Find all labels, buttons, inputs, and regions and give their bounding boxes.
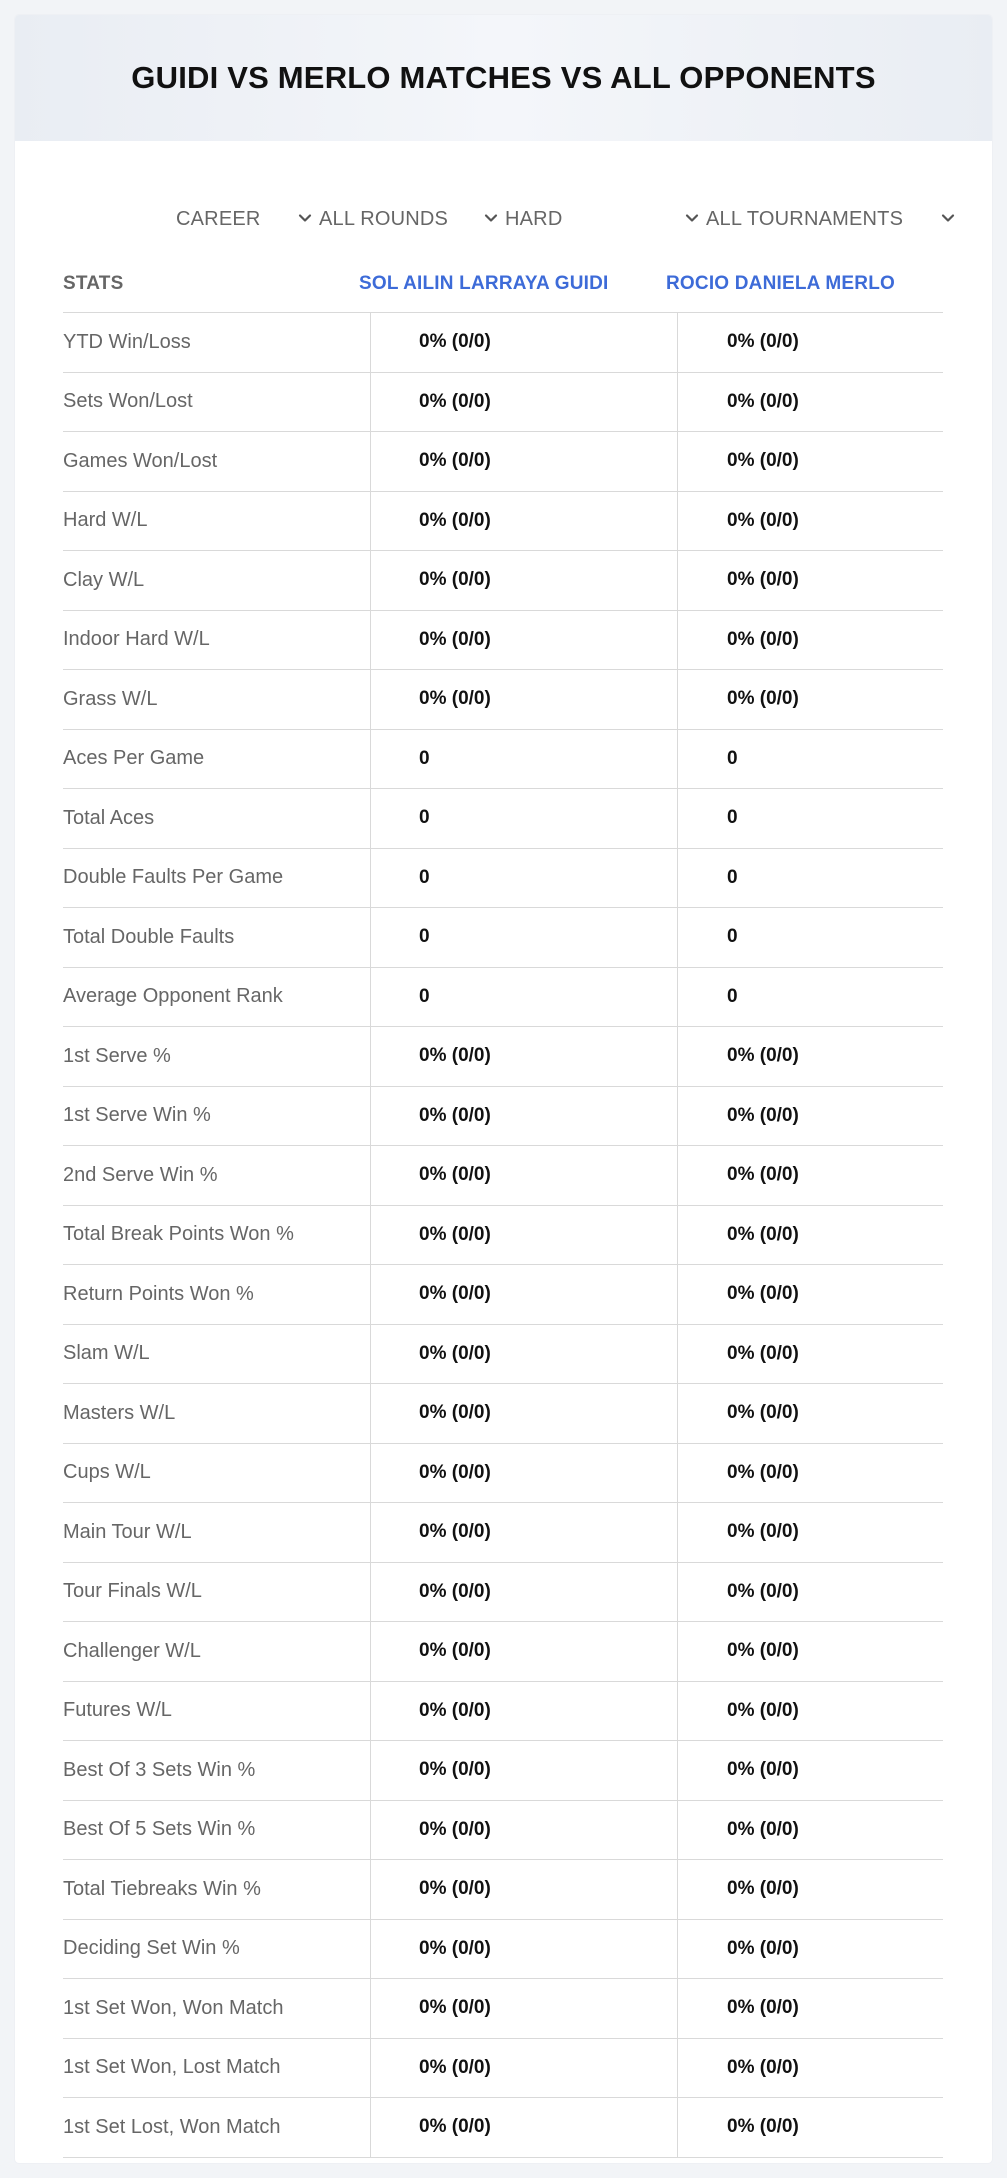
player1-value: 0% (0/0)	[419, 1818, 491, 1840]
table-row	[63, 1027, 943, 1087]
player1-value: 0% (0/0)	[419, 1997, 491, 2019]
player1-value: 0% (0/0)	[419, 688, 491, 710]
period-select[interactable]	[176, 189, 313, 249]
rounds-select-value: ALL ROUNDS	[319, 207, 449, 230]
player1-value: 0% (0/0)	[419, 1640, 491, 1662]
stat-label: 1st Serve Win %	[63, 1104, 211, 1127]
player1-value: 0% (0/0)	[419, 1759, 491, 1781]
stat-label: Indoor Hard W/L	[63, 628, 210, 651]
player2-value: 0% (0/0)	[727, 450, 799, 472]
table-row	[63, 1444, 943, 1504]
player2-value: 0% (0/0)	[727, 1402, 799, 1424]
stat-label: Masters W/L	[63, 1401, 176, 1424]
player1-value: 0% (0/0)	[419, 1878, 491, 1900]
rounds-select[interactable]	[319, 189, 499, 249]
stat-label: 1st Set Won, Lost Match	[63, 2056, 281, 2079]
period-select-value: CAREER	[176, 207, 261, 230]
player2-value: 0	[727, 866, 738, 888]
table-row	[63, 1325, 943, 1385]
stat-label: Grass W/L	[63, 687, 158, 710]
player2-value: 0% (0/0)	[727, 1342, 799, 1364]
stats-table	[63, 255, 943, 2158]
table-row	[63, 1384, 943, 1444]
stat-label: Total Tiebreaks Win %	[63, 1877, 261, 1900]
chevron-down-icon	[483, 210, 499, 226]
stat-label: Slam W/L	[63, 1342, 150, 1365]
player2-value: 0% (0/0)	[727, 1759, 799, 1781]
table-row	[63, 2039, 943, 2099]
player1-value: 0% (0/0)	[419, 628, 491, 650]
player2-value: 0% (0/0)	[727, 569, 799, 591]
table-row	[63, 313, 943, 373]
player2-link[interactable]: ROCIO DANIELA MERLO	[666, 272, 895, 294]
stat-label: Main Tour W/L	[63, 1520, 192, 1543]
player2-value: 0% (0/0)	[727, 1580, 799, 1602]
player1-value: 0% (0/0)	[419, 1045, 491, 1067]
table-row	[63, 1682, 943, 1742]
table-row	[63, 2098, 943, 2158]
stat-label: 1st Set Lost, Won Match	[63, 2115, 281, 2138]
table-row	[63, 1146, 943, 1206]
table-header	[63, 255, 943, 313]
stat-label: Cups W/L	[63, 1461, 151, 1484]
player2-value: 0% (0/0)	[727, 1699, 799, 1721]
stat-label: Total Double Faults	[63, 925, 235, 948]
player1-value: 0% (0/0)	[419, 2116, 491, 2138]
tournaments-select-value: ALL TOURNAMENTS	[706, 207, 904, 230]
stat-label: 1st Serve %	[63, 1044, 171, 1067]
player1-value: 0% (0/0)	[419, 1937, 491, 1959]
stat-label: Deciding Set Win %	[63, 1937, 240, 1960]
player2-value: 0% (0/0)	[727, 1997, 799, 2019]
player1-value: 0	[419, 747, 430, 769]
stats-card	[15, 15, 992, 2163]
player2-value: 0% (0/0)	[727, 390, 799, 412]
player1-value: 0% (0/0)	[419, 509, 491, 531]
player1-value: 0	[419, 926, 430, 948]
player1-link[interactable]: SOL AILIN LARRAYA GUIDI	[359, 272, 609, 294]
table-row	[63, 1563, 943, 1623]
table-row	[63, 1801, 943, 1861]
player2-value: 0% (0/0)	[727, 2056, 799, 2078]
player2-value: 0% (0/0)	[727, 1283, 799, 1305]
page-header	[15, 15, 992, 141]
column-header-stats: STATS	[63, 272, 124, 294]
table-row	[63, 849, 943, 909]
player2-value: 0% (0/0)	[727, 331, 799, 353]
stat-label: Double Faults Per Game	[63, 866, 284, 889]
player1-value: 0% (0/0)	[419, 450, 491, 472]
stat-label: Aces Per Game	[63, 747, 205, 770]
table-row	[63, 1206, 943, 1266]
stat-label: Hard W/L	[63, 509, 148, 532]
player2-value: 0	[727, 926, 738, 948]
player2-value: 0	[727, 985, 738, 1007]
stat-label: Total Break Points Won %	[63, 1223, 294, 1246]
stat-label: Return Points Won %	[63, 1282, 254, 1305]
table-row	[63, 492, 943, 552]
table-row	[63, 1979, 943, 2039]
player2-value: 0% (0/0)	[727, 1045, 799, 1067]
chevron-down-icon	[684, 210, 700, 226]
stat-label: YTD Win/Loss	[63, 330, 191, 353]
stat-label: Average Opponent Rank	[63, 985, 283, 1008]
table-row	[63, 432, 943, 492]
player2-value: 0% (0/0)	[727, 1521, 799, 1543]
player2-value: 0% (0/0)	[727, 1937, 799, 1959]
stat-label: Tour Finals W/L	[63, 1580, 202, 1603]
stat-label: Futures W/L	[63, 1699, 172, 1722]
stat-label: Clay W/L	[63, 568, 145, 591]
table-row	[63, 373, 943, 433]
stat-label: Best Of 5 Sets Win %	[63, 1818, 256, 1841]
stat-label: Challenger W/L	[63, 1639, 201, 1662]
player1-value: 0% (0/0)	[419, 1461, 491, 1483]
table-row	[63, 1860, 943, 1920]
player1-value: 0% (0/0)	[419, 1342, 491, 1364]
player1-value: 0% (0/0)	[419, 1699, 491, 1721]
player2-value: 0% (0/0)	[727, 1818, 799, 1840]
stat-label: Total Aces	[63, 806, 155, 829]
player1-value: 0	[419, 866, 430, 888]
table-row	[63, 908, 943, 968]
player2-value: 0% (0/0)	[727, 688, 799, 710]
player2-value: 0% (0/0)	[727, 1104, 799, 1126]
stat-label: Best Of 3 Sets Win %	[63, 1758, 256, 1781]
player1-value: 0% (0/0)	[419, 1402, 491, 1424]
player1-value: 0% (0/0)	[419, 390, 491, 412]
player2-value: 0% (0/0)	[727, 2116, 799, 2138]
player2-value: 0	[727, 807, 738, 829]
table-row	[63, 611, 943, 671]
player1-value: 0	[419, 985, 430, 1007]
table-body	[63, 313, 943, 2158]
player1-value: 0% (0/0)	[419, 569, 491, 591]
player1-value: 0% (0/0)	[419, 1164, 491, 1186]
chevron-down-icon	[297, 210, 313, 226]
surface-select-value: HARD	[505, 207, 563, 230]
player1-value: 0% (0/0)	[419, 1283, 491, 1305]
table-row	[63, 1087, 943, 1147]
stat-label: 1st Set Won, Won Match	[63, 1996, 284, 2019]
player2-value: 0% (0/0)	[727, 1461, 799, 1483]
filter-bar	[15, 189, 992, 249]
table-row	[63, 1920, 943, 1980]
player2-value: 0% (0/0)	[727, 1223, 799, 1245]
player1-value: 0% (0/0)	[419, 331, 491, 353]
player1-value: 0	[419, 807, 430, 829]
player2-value: 0% (0/0)	[727, 1164, 799, 1186]
player1-value: 0% (0/0)	[419, 2056, 491, 2078]
table-row	[63, 1503, 943, 1563]
player2-value: 0% (0/0)	[727, 1878, 799, 1900]
table-row	[63, 1741, 943, 1801]
table-row	[63, 670, 943, 730]
player2-value: 0	[727, 747, 738, 769]
player1-value: 0% (0/0)	[419, 1580, 491, 1602]
player2-value: 0% (0/0)	[727, 509, 799, 531]
player2-value: 0% (0/0)	[727, 628, 799, 650]
table-row	[63, 968, 943, 1028]
table-row	[63, 789, 943, 849]
player1-value: 0% (0/0)	[419, 1104, 491, 1126]
page-title: GUIDI VS MERLO MATCHES VS ALL OPPONENTS	[131, 60, 876, 95]
stat-label: Sets Won/Lost	[63, 390, 193, 413]
chevron-down-icon	[940, 210, 956, 226]
table-row	[63, 1622, 943, 1682]
stat-label: 2nd Serve Win %	[63, 1163, 218, 1186]
table-row	[63, 730, 943, 790]
tournaments-select[interactable]	[706, 189, 956, 249]
player1-value: 0% (0/0)	[419, 1521, 491, 1543]
table-row	[63, 551, 943, 611]
surface-select[interactable]	[505, 189, 700, 249]
player1-value: 0% (0/0)	[419, 1223, 491, 1245]
stat-label: Games Won/Lost	[63, 449, 218, 472]
table-row	[63, 1265, 943, 1325]
player2-value: 0% (0/0)	[727, 1640, 799, 1662]
